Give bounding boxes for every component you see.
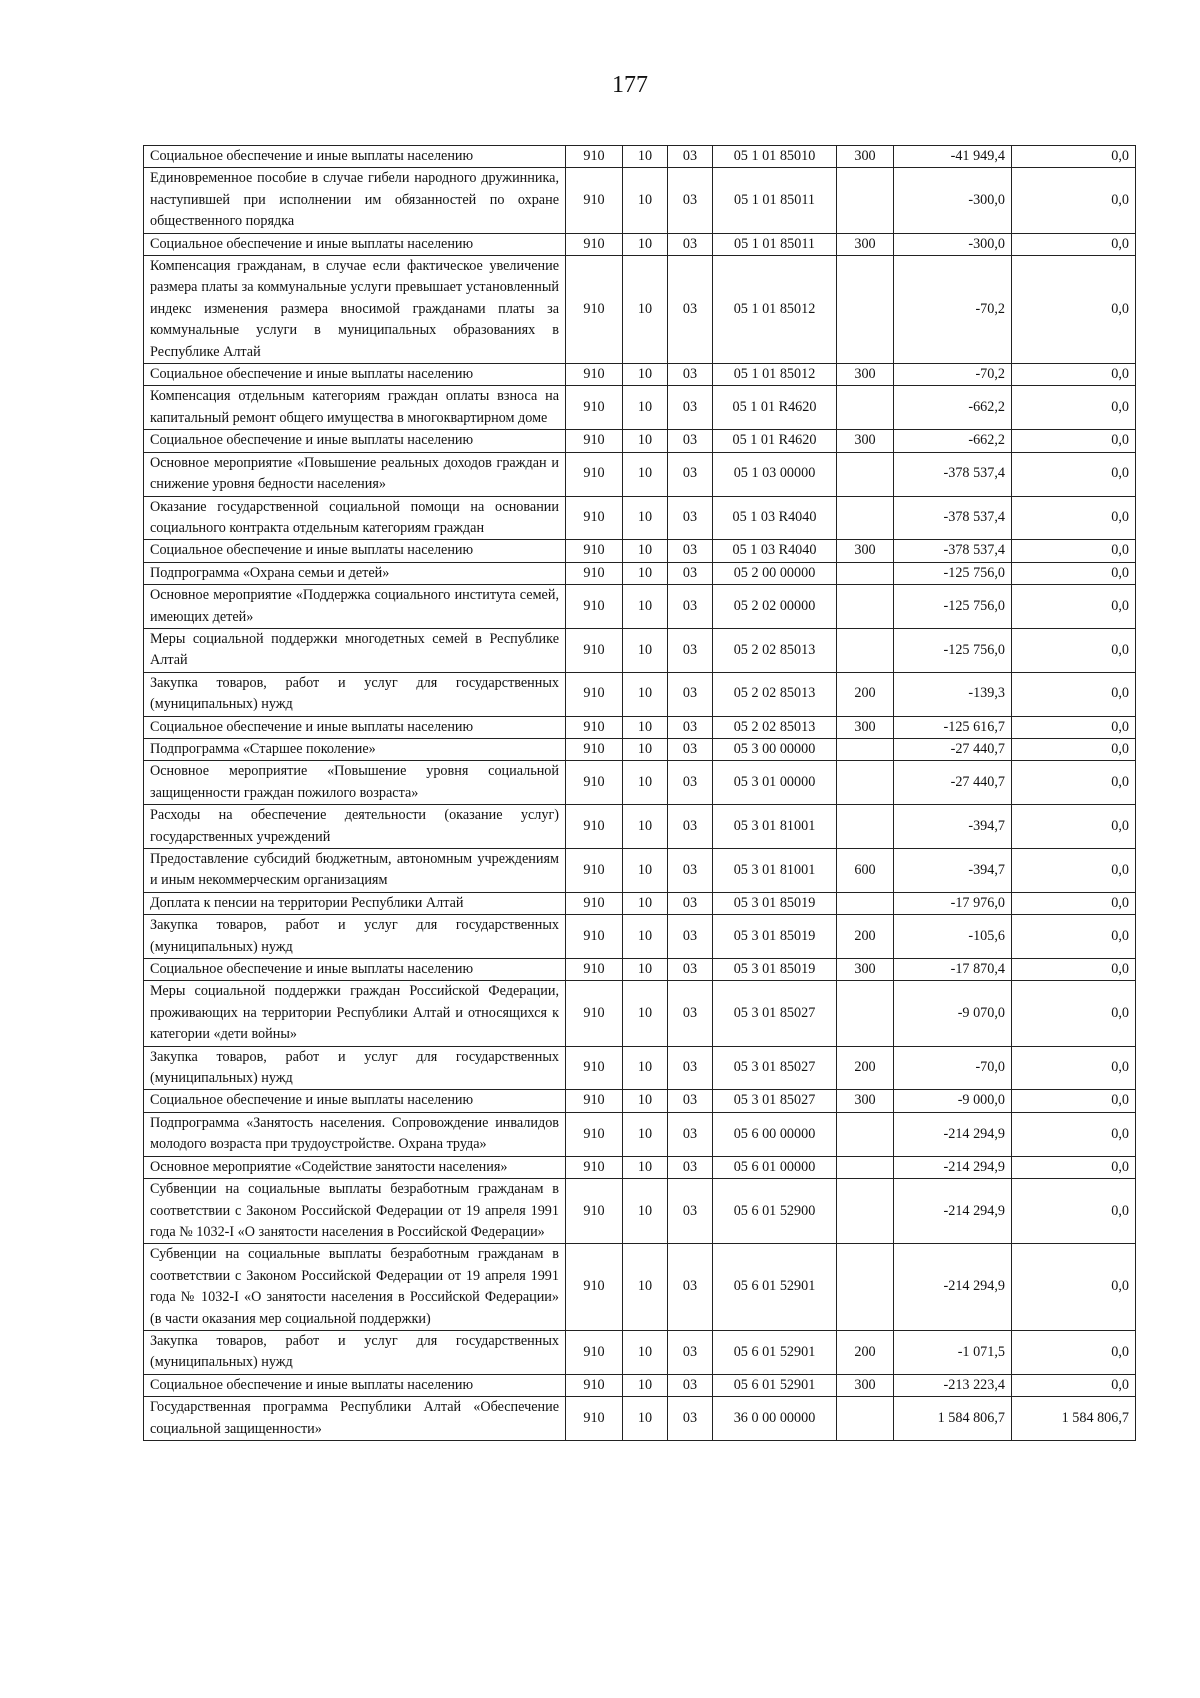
cell-expense-type (837, 585, 894, 629)
cell-name: Социальное обеспечение и иные выплаты населению (144, 1090, 566, 1112)
cell-target-article: 05 3 01 00000 (713, 761, 837, 805)
cell-name: Закупка товаров, работ и услуг для государственных (муниципальных) нужд (144, 672, 566, 716)
cell-name: Оказание государственной социальной помощи на основании социального контракта отдельным категориям граждан (144, 496, 566, 540)
cell-amount-1: -300,0 (894, 233, 1012, 255)
cell-section: 10 (623, 496, 668, 540)
cell-subsection: 03 (668, 168, 713, 233)
cell-section: 10 (623, 168, 668, 233)
cell-amount-2: 0,0 (1012, 892, 1136, 914)
cell-amount-2: 0,0 (1012, 364, 1136, 386)
table-row (144, 672, 1136, 716)
cell-section: 10 (623, 1112, 668, 1156)
cell-section: 10 (623, 805, 668, 849)
cell-amount-2: 0,0 (1012, 915, 1136, 959)
cell-name: Социальное обеспечение и иные выплаты населению (144, 233, 566, 255)
table-row (144, 628, 1136, 672)
cell-department: 910 (566, 430, 623, 452)
cell-expense-type (837, 1112, 894, 1156)
cell-section: 10 (623, 452, 668, 496)
cell-amount-2: 0,0 (1012, 628, 1136, 672)
cell-amount-2: 0,0 (1012, 168, 1136, 233)
cell-amount-1: -300,0 (894, 168, 1012, 233)
cell-amount-2: 0,0 (1012, 540, 1136, 562)
cell-target-article: 05 1 01 85011 (713, 168, 837, 233)
table-row (144, 540, 1136, 562)
table-row (144, 805, 1136, 849)
cell-target-article: 05 1 01 R4620 (713, 386, 837, 430)
cell-section: 10 (623, 540, 668, 562)
cell-target-article: 36 0 00 00000 (713, 1397, 837, 1441)
cell-expense-type: 300 (837, 716, 894, 738)
table-row (144, 1330, 1136, 1374)
cell-amount-1: -214 294,9 (894, 1112, 1012, 1156)
page-number: 177 (612, 72, 648, 98)
cell-name: Социальное обеспечение и иные выплаты населению (144, 1374, 566, 1396)
cell-amount-1: -662,2 (894, 430, 1012, 452)
cell-name: Основное мероприятие «Поддержка социального института семей, имеющих детей» (144, 585, 566, 629)
cell-target-article: 05 1 03 R4040 (713, 540, 837, 562)
table-row (144, 168, 1136, 233)
cell-target-article: 05 1 01 85011 (713, 233, 837, 255)
cell-amount-1: -105,6 (894, 915, 1012, 959)
cell-amount-2: 0,0 (1012, 1179, 1136, 1244)
cell-amount-2: 0,0 (1012, 849, 1136, 893)
cell-amount-1: -70,0 (894, 1046, 1012, 1090)
cell-subsection: 03 (668, 981, 713, 1046)
cell-name: Закупка товаров, работ и услуг для государственных (муниципальных) нужд (144, 1046, 566, 1090)
cell-section: 10 (623, 849, 668, 893)
cell-department: 910 (566, 1244, 623, 1331)
cell-amount-2: 0,0 (1012, 430, 1136, 452)
cell-expense-type (837, 738, 894, 760)
table-row (144, 585, 1136, 629)
cell-section: 10 (623, 672, 668, 716)
cell-expense-type (837, 1179, 894, 1244)
cell-target-article: 05 3 01 85019 (713, 915, 837, 959)
cell-department: 910 (566, 915, 623, 959)
cell-name: Меры социальной поддержки многодетных семей в Республике Алтай (144, 628, 566, 672)
cell-section: 10 (623, 716, 668, 738)
cell-name: Основное мероприятие «Содействие занятости населения» (144, 1156, 566, 1178)
cell-department: 910 (566, 1374, 623, 1396)
cell-section: 10 (623, 386, 668, 430)
cell-subsection: 03 (668, 849, 713, 893)
cell-target-article: 05 2 02 85013 (713, 628, 837, 672)
cell-name: Социальное обеспечение и иные выплаты населению (144, 716, 566, 738)
cell-expense-type (837, 1156, 894, 1178)
cell-name: Основное мероприятие «Повышение уровня социальной защищенности граждан пожилого возраста» (144, 761, 566, 805)
cell-subsection: 03 (668, 540, 713, 562)
cell-section: 10 (623, 1090, 668, 1112)
cell-section: 10 (623, 562, 668, 584)
table-body (144, 146, 1136, 1441)
cell-section: 10 (623, 430, 668, 452)
cell-name: Предоставление субсидий бюджетным, автономным учреждениям и иным некоммерческим организациям (144, 849, 566, 893)
cell-amount-1: -9 000,0 (894, 1090, 1012, 1112)
cell-expense-type: 300 (837, 540, 894, 562)
cell-expense-type: 300 (837, 1090, 894, 1112)
cell-name: Компенсация отдельным категориям граждан оплаты взноса на капитальный ремонт общего имущества в многоквартирном доме (144, 386, 566, 430)
cell-name: Расходы на обеспечение деятельности (оказание услуг) государственных учреждений (144, 805, 566, 849)
cell-section: 10 (623, 959, 668, 981)
cell-target-article: 05 6 01 52901 (713, 1244, 837, 1331)
cell-target-article: 05 3 01 85019 (713, 892, 837, 914)
table-row (144, 1112, 1136, 1156)
cell-expense-type (837, 892, 894, 914)
cell-amount-1: -17 976,0 (894, 892, 1012, 914)
cell-amount-2: 0,0 (1012, 716, 1136, 738)
cell-section: 10 (623, 233, 668, 255)
cell-department: 910 (566, 233, 623, 255)
cell-target-article: 05 2 02 85013 (713, 672, 837, 716)
cell-amount-2: 0,0 (1012, 672, 1136, 716)
cell-subsection: 03 (668, 562, 713, 584)
cell-subsection: 03 (668, 628, 713, 672)
cell-department: 910 (566, 892, 623, 914)
cell-name: Социальное обеспечение и иные выплаты населению (144, 430, 566, 452)
cell-subsection: 03 (668, 364, 713, 386)
cell-subsection: 03 (668, 1330, 713, 1374)
cell-target-article: 05 6 01 52900 (713, 1179, 837, 1244)
cell-name: Единовременное пособие в случае гибели народного дружинника, наступившей при исполнении им обязанностей по охране общественного порядка (144, 168, 566, 233)
table-row (144, 452, 1136, 496)
cell-amount-1: -125 756,0 (894, 585, 1012, 629)
cell-target-article: 05 1 01 R4620 (713, 430, 837, 452)
table-row (144, 1179, 1136, 1244)
cell-name: Закупка товаров, работ и услуг для государственных (муниципальных) нужд (144, 1330, 566, 1374)
cell-section: 10 (623, 1046, 668, 1090)
cell-amount-1: -662,2 (894, 386, 1012, 430)
cell-expense-type: 300 (837, 430, 894, 452)
table-row (144, 738, 1136, 760)
cell-target-article: 05 3 01 81001 (713, 849, 837, 893)
cell-department: 910 (566, 540, 623, 562)
cell-amount-1: -214 294,9 (894, 1156, 1012, 1178)
cell-subsection: 03 (668, 892, 713, 914)
cell-department: 910 (566, 168, 623, 233)
cell-amount-1: -213 223,4 (894, 1374, 1012, 1396)
cell-amount-1: -214 294,9 (894, 1179, 1012, 1244)
budget-table (143, 145, 1136, 1441)
cell-department: 910 (566, 981, 623, 1046)
cell-amount-1: -17 870,4 (894, 959, 1012, 981)
cell-amount-2: 0,0 (1012, 233, 1136, 255)
cell-section: 10 (623, 915, 668, 959)
table-row (144, 892, 1136, 914)
cell-expense-type (837, 1397, 894, 1441)
cell-name: Закупка товаров, работ и услуг для государственных (муниципальных) нужд (144, 915, 566, 959)
table-row (144, 386, 1136, 430)
cell-amount-1: -125 756,0 (894, 628, 1012, 672)
table-row (144, 761, 1136, 805)
cell-name: Меры социальной поддержки граждан Российской Федерации, проживающих на территории Республики Алтай и относящихся к категории «дети войны» (144, 981, 566, 1046)
cell-department: 910 (566, 761, 623, 805)
cell-subsection: 03 (668, 1090, 713, 1112)
table-row (144, 981, 1136, 1046)
cell-amount-2: 0,0 (1012, 1090, 1136, 1112)
cell-name: Субвенции на социальные выплаты безработным гражданам в соответствии с Законом Российской Федерации от 19 апреля 1991 года № 1032-I «О занятости населения в Российской Федерации» (144, 1179, 566, 1244)
table-row (144, 562, 1136, 584)
cell-subsection: 03 (668, 805, 713, 849)
cell-expense-type (837, 628, 894, 672)
cell-amount-1: -378 537,4 (894, 452, 1012, 496)
table-row (144, 1374, 1136, 1396)
cell-subsection: 03 (668, 233, 713, 255)
cell-section: 10 (623, 1374, 668, 1396)
cell-section: 10 (623, 1330, 668, 1374)
cell-amount-2: 0,0 (1012, 452, 1136, 496)
cell-expense-type (837, 761, 894, 805)
cell-target-article: 05 6 01 00000 (713, 1156, 837, 1178)
cell-section: 10 (623, 761, 668, 805)
cell-department: 910 (566, 738, 623, 760)
table-row (144, 496, 1136, 540)
cell-subsection: 03 (668, 738, 713, 760)
cell-amount-1: -214 294,9 (894, 1244, 1012, 1331)
table-row (144, 146, 1136, 168)
cell-subsection: 03 (668, 386, 713, 430)
cell-target-article: 05 3 00 00000 (713, 738, 837, 760)
cell-amount-1: -125 756,0 (894, 562, 1012, 584)
cell-target-article: 05 1 03 00000 (713, 452, 837, 496)
cell-amount-1: -70,2 (894, 364, 1012, 386)
cell-target-article: 05 3 01 85019 (713, 959, 837, 981)
cell-section: 10 (623, 628, 668, 672)
cell-amount-2: 0,0 (1012, 805, 1136, 849)
cell-amount-1: -378 537,4 (894, 540, 1012, 562)
cell-section: 10 (623, 1244, 668, 1331)
cell-amount-2: 0,0 (1012, 585, 1136, 629)
cell-subsection: 03 (668, 1112, 713, 1156)
cell-target-article: 05 6 01 52901 (713, 1330, 837, 1374)
table-row (144, 233, 1136, 255)
cell-subsection: 03 (668, 146, 713, 168)
cell-target-article: 05 3 01 85027 (713, 1090, 837, 1112)
cell-expense-type (837, 168, 894, 233)
cell-expense-type: 300 (837, 959, 894, 981)
cell-target-article: 05 1 01 85012 (713, 256, 837, 364)
cell-subsection: 03 (668, 496, 713, 540)
cell-name: Социальное обеспечение и иные выплаты населению (144, 146, 566, 168)
cell-amount-2: 0,0 (1012, 738, 1136, 760)
cell-section: 10 (623, 1156, 668, 1178)
cell-amount-2: 1 584 806,7 (1012, 1397, 1136, 1441)
table-row (144, 915, 1136, 959)
cell-department: 910 (566, 805, 623, 849)
table-row (144, 1156, 1136, 1178)
cell-department: 910 (566, 716, 623, 738)
cell-name: Основное мероприятие «Повышение реальных доходов граждан и снижение уровня бедности населения» (144, 452, 566, 496)
cell-amount-1: -394,7 (894, 849, 1012, 893)
table-row (144, 364, 1136, 386)
cell-department: 910 (566, 1090, 623, 1112)
cell-department: 910 (566, 256, 623, 364)
cell-name: Субвенции на социальные выплаты безработным гражданам в соответствии с Законом Российской Федерации от 19 апреля 1991 года № 1032-I «О занятости населения в Российской Федерации» (в части оказания мер социальной поддержки) (144, 1244, 566, 1331)
cell-department: 910 (566, 1330, 623, 1374)
cell-department: 910 (566, 628, 623, 672)
table-row (144, 849, 1136, 893)
cell-amount-2: 0,0 (1012, 1156, 1136, 1178)
cell-section: 10 (623, 256, 668, 364)
cell-name: Социальное обеспечение и иные выплаты населению (144, 364, 566, 386)
cell-section: 10 (623, 892, 668, 914)
cell-section: 10 (623, 585, 668, 629)
cell-amount-1: -125 616,7 (894, 716, 1012, 738)
cell-amount-1: -27 440,7 (894, 738, 1012, 760)
cell-target-article: 05 2 02 85013 (713, 716, 837, 738)
cell-name: Подпрограмма «Старшее поколение» (144, 738, 566, 760)
cell-name: Подпрограмма «Охрана семьи и детей» (144, 562, 566, 584)
cell-target-article: 05 3 01 85027 (713, 1046, 837, 1090)
cell-expense-type: 300 (837, 233, 894, 255)
cell-amount-1: -1 071,5 (894, 1330, 1012, 1374)
cell-amount-2: 0,0 (1012, 256, 1136, 364)
cell-target-article: 05 2 02 00000 (713, 585, 837, 629)
cell-expense-type (837, 256, 894, 364)
cell-department: 910 (566, 562, 623, 584)
cell-subsection: 03 (668, 452, 713, 496)
cell-subsection: 03 (668, 1179, 713, 1244)
cell-subsection: 03 (668, 1046, 713, 1090)
cell-amount-1: -27 440,7 (894, 761, 1012, 805)
cell-subsection: 03 (668, 716, 713, 738)
table-row (144, 1397, 1136, 1441)
cell-amount-2: 0,0 (1012, 1244, 1136, 1331)
cell-amount-2: 0,0 (1012, 1330, 1136, 1374)
cell-amount-2: 0,0 (1012, 496, 1136, 540)
cell-department: 910 (566, 1112, 623, 1156)
cell-target-article: 05 1 03 R4040 (713, 496, 837, 540)
cell-expense-type: 200 (837, 915, 894, 959)
cell-name: Государственная программа Республики Алтай «Обеспечение социальной защищенности» (144, 1397, 566, 1441)
cell-amount-2: 0,0 (1012, 959, 1136, 981)
cell-amount-2: 0,0 (1012, 146, 1136, 168)
cell-amount-2: 0,0 (1012, 386, 1136, 430)
cell-department: 910 (566, 1156, 623, 1178)
cell-name: Подпрограмма «Занятость населения. Сопровождение инвалидов молодого возраста при трудоустройстве. Охрана труда» (144, 1112, 566, 1156)
cell-amount-1: 1 584 806,7 (894, 1397, 1012, 1441)
cell-subsection: 03 (668, 585, 713, 629)
cell-expense-type (837, 1244, 894, 1331)
cell-target-article: 05 1 01 85012 (713, 364, 837, 386)
cell-section: 10 (623, 146, 668, 168)
cell-subsection: 03 (668, 1156, 713, 1178)
cell-department: 910 (566, 146, 623, 168)
cell-target-article: 05 1 01 85010 (713, 146, 837, 168)
cell-section: 10 (623, 981, 668, 1046)
table-row (144, 430, 1136, 452)
cell-amount-2: 0,0 (1012, 562, 1136, 584)
cell-section: 10 (623, 1179, 668, 1244)
cell-expense-type (837, 805, 894, 849)
cell-expense-type: 300 (837, 146, 894, 168)
cell-section: 10 (623, 738, 668, 760)
cell-target-article: 05 6 01 52901 (713, 1374, 837, 1396)
cell-expense-type (837, 496, 894, 540)
cell-amount-2: 0,0 (1012, 1112, 1136, 1156)
cell-amount-1: -41 949,4 (894, 146, 1012, 168)
cell-amount-2: 0,0 (1012, 761, 1136, 805)
cell-amount-2: 0,0 (1012, 981, 1136, 1046)
cell-amount-2: 0,0 (1012, 1374, 1136, 1396)
table-row (144, 959, 1136, 981)
table-row (144, 1046, 1136, 1090)
cell-department: 910 (566, 364, 623, 386)
table-row (144, 1244, 1136, 1331)
cell-name: Социальное обеспечение и иные выплаты населению (144, 540, 566, 562)
cell-section: 10 (623, 364, 668, 386)
table-row (144, 256, 1136, 364)
cell-department: 910 (566, 386, 623, 430)
cell-department: 910 (566, 585, 623, 629)
cell-subsection: 03 (668, 915, 713, 959)
cell-subsection: 03 (668, 1397, 713, 1441)
cell-amount-2: 0,0 (1012, 1046, 1136, 1090)
table-row (144, 716, 1136, 738)
cell-department: 910 (566, 496, 623, 540)
cell-department: 910 (566, 672, 623, 716)
cell-target-article: 05 2 00 00000 (713, 562, 837, 584)
cell-amount-1: -394,7 (894, 805, 1012, 849)
cell-department: 910 (566, 849, 623, 893)
cell-department: 910 (566, 959, 623, 981)
cell-target-article: 05 3 01 81001 (713, 805, 837, 849)
cell-subsection: 03 (668, 672, 713, 716)
cell-expense-type: 300 (837, 364, 894, 386)
cell-subsection: 03 (668, 761, 713, 805)
cell-subsection: 03 (668, 430, 713, 452)
table-row (144, 1090, 1136, 1112)
cell-name: Социальное обеспечение и иные выплаты населению (144, 959, 566, 981)
cell-name: Компенсация гражданам, в случае если фактическое увеличение размера платы за коммунальные услуги превышает установленный индекс изменения размера вносимой гражданами платы за коммунальные услуги в муниципальных образованиях в Республике Алтай (144, 256, 566, 364)
cell-amount-1: -139,3 (894, 672, 1012, 716)
cell-subsection: 03 (668, 1374, 713, 1396)
cell-section: 10 (623, 1397, 668, 1441)
cell-department: 910 (566, 1046, 623, 1090)
cell-expense-type (837, 981, 894, 1046)
cell-subsection: 03 (668, 1244, 713, 1331)
cell-amount-1: -9 070,0 (894, 981, 1012, 1046)
cell-name: Доплата к пенсии на территории Республики Алтай (144, 892, 566, 914)
cell-department: 910 (566, 452, 623, 496)
cell-amount-1: -378 537,4 (894, 496, 1012, 540)
cell-subsection: 03 (668, 256, 713, 364)
cell-expense-type: 200 (837, 1330, 894, 1374)
cell-expense-type (837, 452, 894, 496)
cell-expense-type (837, 562, 894, 584)
cell-target-article: 05 6 00 00000 (713, 1112, 837, 1156)
cell-subsection: 03 (668, 959, 713, 981)
cell-expense-type: 200 (837, 672, 894, 716)
cell-amount-1: -70,2 (894, 256, 1012, 364)
cell-expense-type: 200 (837, 1046, 894, 1090)
cell-expense-type: 600 (837, 849, 894, 893)
cell-expense-type: 300 (837, 1374, 894, 1396)
cell-department: 910 (566, 1397, 623, 1441)
cell-expense-type (837, 386, 894, 430)
cell-target-article: 05 3 01 85027 (713, 981, 837, 1046)
cell-department: 910 (566, 1179, 623, 1244)
